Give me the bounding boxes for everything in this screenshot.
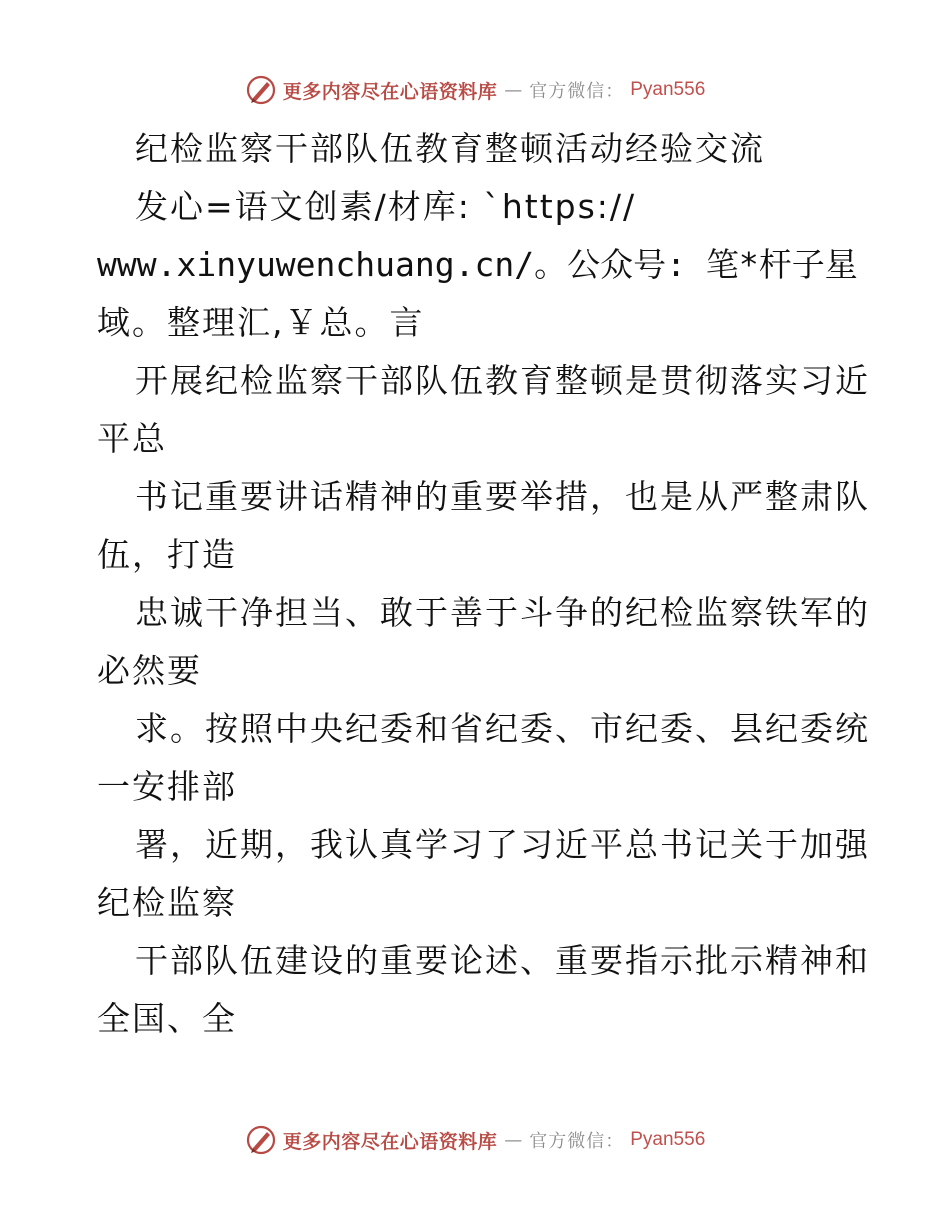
footer-wechat-label: 官方微信：: [529, 1131, 625, 1152]
paragraph-line: 平总: [97, 419, 167, 458]
document-title: 纪检监察干部队伍教育整顿活动经验交流: [135, 129, 765, 168]
footer-separator: —: [504, 1129, 523, 1151]
header-site-text: 更多内容尽在心语资料库: [282, 80, 498, 103]
header-banner: [0, 70, 950, 110]
source-line-3: 域。整理汇,￥总。言: [97, 303, 425, 342]
paragraph-line: 一安排部: [97, 767, 237, 806]
paragraph-line: 书记重要讲话精神的重要举措，也是从严整肃队: [135, 477, 870, 516]
footer-wechat-handle: Pyan556: [630, 1129, 706, 1150]
pen-logo-icon: [245, 74, 277, 106]
paragraph-line: 开展纪检监察干部队伍教育整顿是贯彻落实习近: [135, 361, 870, 400]
document-body: [97, 120, 870, 1048]
header-separator: —: [504, 79, 523, 101]
paragraph-line: 伍，打造: [97, 535, 237, 574]
source-line-2: www.xinyuwenchuang.cn/。公众号: 笔*杆子星: [97, 245, 858, 284]
source-line-1: 发心=语文创素/材库: `https://: [135, 187, 637, 226]
paragraph-line: 忠诚干净担当、敢于善于斗争的纪检监察铁军的: [135, 593, 870, 632]
paragraph-line: 必然要: [97, 651, 202, 690]
header-wechat-handle: Pyan556: [630, 79, 706, 100]
footer-site-text: 更多内容尽在心语资料库: [282, 1130, 498, 1153]
paragraph-line: 全国、全: [97, 999, 237, 1038]
pen-logo-icon: [245, 1124, 277, 1156]
footer-banner: [0, 1120, 950, 1160]
paragraph-line: 求。按照中央纪委和省纪委、市纪委、县纪委统: [135, 709, 870, 748]
paragraph-line: 干部队伍建设的重要论述、重要指示批示精神和: [135, 941, 870, 980]
header-wechat-label: 官方微信：: [529, 81, 625, 102]
paragraph-line: 纪检监察: [97, 883, 237, 922]
paragraph-line: 署，近期，我认真学习了习近平总书记关于加强: [135, 825, 870, 864]
